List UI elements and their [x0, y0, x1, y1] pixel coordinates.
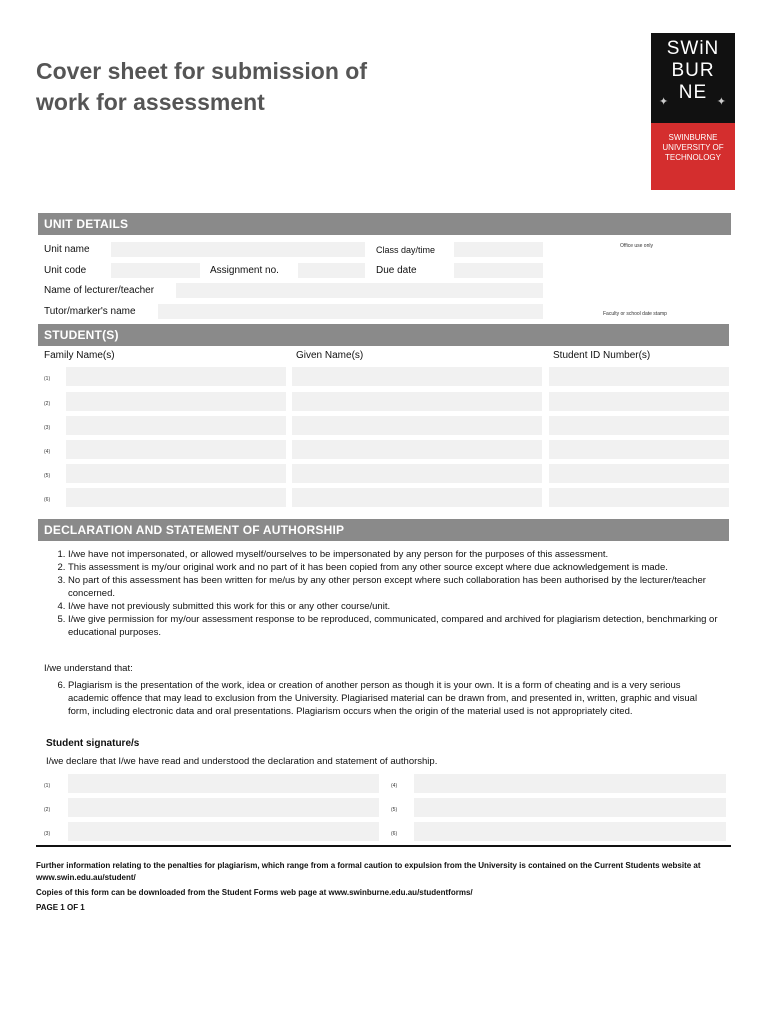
- declare-statement: I/we declare that I/we have read and understood the declaration and statement of authorship.: [46, 756, 438, 767]
- title-line-1: Cover sheet for submission of: [36, 58, 368, 84]
- logo-sub-3: TECHNOLOGY: [664, 153, 721, 162]
- title-line-2: work for assessment: [36, 89, 265, 115]
- student-id-field[interactable]: [549, 367, 729, 386]
- family-name-field[interactable]: [66, 440, 286, 459]
- logo-star-icon: ✦: [659, 96, 670, 108]
- student-id-field[interactable]: [549, 488, 729, 507]
- unit-code-label: Unit code: [44, 265, 87, 276]
- declaration-item: 2. This assessment is my/our original work and no part of it has been copied from any other source except where due acknowledgement is made.: [68, 561, 718, 574]
- student-id-header: Student ID Number(s): [553, 350, 651, 361]
- page-number: PAGE 1 OF 1: [36, 903, 85, 912]
- signature-heading: Student signature/s: [46, 738, 140, 749]
- signature-field[interactable]: [68, 822, 379, 841]
- logo-wordmark: [651, 33, 735, 123]
- date-stamp-label: Faculty or school date stamp: [603, 311, 667, 317]
- signature-number: (4): [391, 783, 398, 789]
- family-name-field[interactable]: [66, 392, 286, 411]
- row-number: (5): [44, 473, 51, 479]
- logo-line-3: NE: [678, 82, 708, 103]
- student-id-field[interactable]: [549, 416, 729, 435]
- signature-number: (6): [391, 831, 398, 837]
- logo-subtitle: [651, 123, 735, 190]
- given-name-field[interactable]: [292, 464, 542, 483]
- logo-star-icon: ✦: [716, 96, 727, 108]
- declaration-item: 1. I/we have not impersonated, or allowed myself/ourselves to be impersonated by any person for the purposes of this assessment.: [68, 548, 718, 561]
- family-name-field[interactable]: [66, 416, 286, 435]
- tutor-label: Tutor/marker's name: [44, 306, 136, 317]
- signature-number: (2): [44, 807, 51, 813]
- students-heading: STUDENT(S): [38, 324, 729, 346]
- student-id-field[interactable]: [549, 464, 729, 483]
- logo-line-2: BUR: [671, 60, 715, 81]
- unit-name-label: Unit name: [44, 244, 90, 255]
- family-name-field[interactable]: [66, 464, 286, 483]
- lecturer-label: Name of lecturer/teacher: [44, 285, 155, 296]
- understand-label: I/we understand that:: [44, 663, 133, 674]
- signature-field[interactable]: [68, 798, 379, 817]
- logo-sub-2: UNIVERSITY OF: [662, 143, 724, 152]
- given-name-field[interactable]: [292, 488, 542, 507]
- class-day-time-label: Class day/time: [376, 245, 436, 255]
- given-name-field[interactable]: [292, 367, 542, 386]
- given-name-field[interactable]: [292, 392, 542, 411]
- row-number: (2): [44, 401, 51, 407]
- logo-sub-1: SWINBURNE: [668, 133, 718, 142]
- signature-number: (5): [391, 807, 398, 813]
- lecturer-field[interactable]: [176, 283, 543, 298]
- unit-details-heading: UNIT DETAILS: [38, 213, 731, 235]
- assignment-no-field[interactable]: [298, 263, 365, 278]
- assignment-no-label: Assignment no.: [210, 265, 279, 276]
- student-id-field[interactable]: [549, 392, 729, 411]
- row-number: (1): [44, 376, 51, 382]
- signature-field[interactable]: [414, 798, 726, 817]
- declaration-item: 4. I/we have not previously submitted this work for this or any other course/unit.: [68, 600, 718, 613]
- row-number: (3): [44, 425, 51, 431]
- declaration-heading: DECLARATION AND STATEMENT OF AUTHORSHIP: [38, 519, 729, 541]
- unit-name-field[interactable]: [111, 242, 365, 257]
- given-name-field[interactable]: [292, 440, 542, 459]
- footer-divider: [36, 845, 731, 847]
- due-date-label: Due date: [376, 265, 417, 276]
- given-name-field[interactable]: [292, 416, 542, 435]
- family-name-field[interactable]: [66, 488, 286, 507]
- logo-line-1: SWiN: [666, 38, 720, 59]
- declaration-list: [38, 548, 718, 639]
- class-day-time-field[interactable]: [454, 242, 543, 257]
- signature-number: (3): [44, 831, 51, 837]
- signature-field[interactable]: [414, 774, 726, 793]
- signature-field[interactable]: [414, 822, 726, 841]
- signature-number: (1): [44, 783, 51, 789]
- footer-forms: Copies of this form can be downloaded from the Student Forms web page at www.swinburne.edu.au/studentforms/: [36, 888, 473, 897]
- office-use-label: Office use only: [620, 243, 653, 249]
- signature-field[interactable]: [68, 774, 379, 793]
- declaration-item: 3. No part of this assessment has been written for me/us by any other person except where such collaboration has been authorised by the lecturer/teacher concerned.: [68, 574, 718, 600]
- plagiarism-list: [38, 679, 718, 718]
- university-logo: [651, 33, 735, 190]
- family-name-field[interactable]: [66, 367, 286, 386]
- unit-code-field[interactable]: [111, 263, 200, 278]
- declaration-item: 6. Plagiarism is the presentation of the work, idea or creation of another person as though it is your own. It is a form of cheating and is a very serious academic offence that may lead to exclusion from the University. Plagiarised material can be drawn from, and presented in, written, graphic and visual form, including electronic data and oral presentations. Plagiarism occurs when the origin of the material used is not appropriately cited.: [68, 679, 718, 718]
- declaration-item: 5. I/we give permission for my/our assessment response to be reproduced, communicated, compared and archived for plagiarism detection, benchmarking or educational purposes.: [68, 613, 718, 639]
- given-name-header: Given Name(s): [296, 350, 364, 361]
- student-id-field[interactable]: [549, 440, 729, 459]
- family-name-header: Family Name(s): [44, 350, 115, 361]
- footer-info: Further information relating to the penalties for plagiarism, which range from a formal caution to expulsion from the University is contained on the Current Students website at www.swin.edu.au/student/: [36, 861, 701, 882]
- due-date-field[interactable]: [454, 263, 543, 278]
- row-number: (6): [44, 497, 51, 503]
- tutor-field[interactable]: [158, 304, 543, 319]
- row-number: (4): [44, 449, 51, 455]
- page-title: [36, 56, 456, 118]
